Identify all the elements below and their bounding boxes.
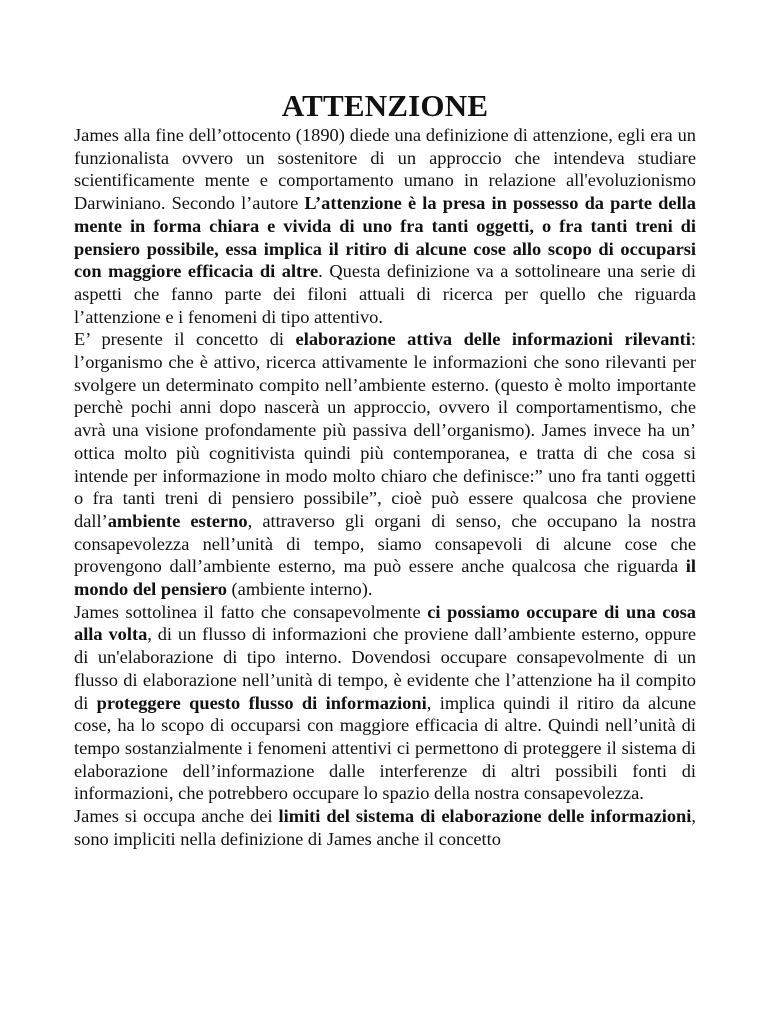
text-run: . Questa definizione va a sottolineare una serie di aspetti che fanno parte dei filoni attuali di ricerca per quello che riguarda l’attenzione e i fenomeni di tipo attentivo. (74, 261, 696, 327)
text-run: : l’organismo che è attivo, ricerca attivamente le informazioni che sono rilevanti per svolgere un determinato compito nell’ambiente esterno. (questo è molto importante perchè pochi anni dopo nascerà un approccio, ovvero il comportamentismo, che avrà una visione profondamente più passiva dell’organismo). James invece ha un’ ottica molto più cognitivista quindi più contemporanea, e tratta di che cosa si intende per informazione in modo molto chiaro che definisce:” uno fra tanti oggetti o fra tanti treni di pensiero possibile”, cioè può essere qualcosa che proviene dall’ (74, 329, 696, 531)
text-run: James alla fine dell’ottocento (1890) diede una definizione di attenzione, egli era un funzionalista ovvero un sostenitore di un approccio che intendeva studiare scientificamente mente e comportamento umano in relazione all'evoluzionismo Darwiniano. Secondo l’autore (74, 125, 696, 214)
text-run: James sottolinea il fatto che consapevolmente (74, 601, 428, 622)
bold-text: elaborazione attiva delle informazioni rilevanti (295, 329, 691, 350)
bold-text: ci possiamo occupare di una cosa alla volta (74, 601, 696, 645)
text-run: , sono impliciti nella definizione di James anche il concetto (74, 806, 696, 849)
paragraph (74, 328, 696, 600)
bold-text: L’attenzione è la presa in possesso da parte della mente in forma chiara e vivida di uno fra tanti oggetti, o fra tanti treni di pensiero possibile, essa implica il ritiro di alcune cose allo scopo di occuparsi con maggiore efficacia di altre (74, 193, 696, 282)
text-run: , attraverso gli organi di senso, che occupano la nostra consapevolezza nell’unità di tempo, siamo consapevoli di alcune cose che provengono dall’ambiente esterno, ma può essere anche qualcosa che riguarda (74, 510, 697, 577)
text-run: , di un flusso di informazioni che proviene dall’ambiente esterno, oppure di un'elaborazione di tipo interno. Dovendosi occupare consapevolmente di un flusso di elaborazione nell’unità di tempo, è evidente che l’attenzione ha il compito di (74, 624, 696, 713)
text-run: E’ presente il concetto di (74, 329, 296, 350)
text-run: James si occupa anche dei (74, 806, 279, 827)
bold-text: proteggere questo flusso di informazioni (96, 692, 427, 713)
bold-text: limiti del sistema di elaborazione delle informazioni (278, 806, 692, 827)
bold-text: ambiente esterno (107, 510, 248, 531)
document-body (74, 124, 696, 851)
paragraph (74, 805, 696, 850)
text-run: (ambiente interno). (226, 579, 373, 600)
bold-text: il mondo del pensiero (74, 556, 696, 600)
page-title: ATTENZIONE (281, 88, 489, 123)
paragraph (74, 124, 696, 328)
paragraph (74, 601, 696, 805)
text-run: , implica quindi il ritiro da alcune cose, ha lo scopo di occuparsi con maggiore efficacia di altre. Quindi nell’unità di tempo sostanzialmente i fenomeni attentivi ci permettono di proteggere il sistema di elaborazione dell’informazione dalle interferenze di altri possibili fonti di informazioni, che potrebbero occupare lo spazio della nostra consapevolezza. (74, 692, 696, 804)
